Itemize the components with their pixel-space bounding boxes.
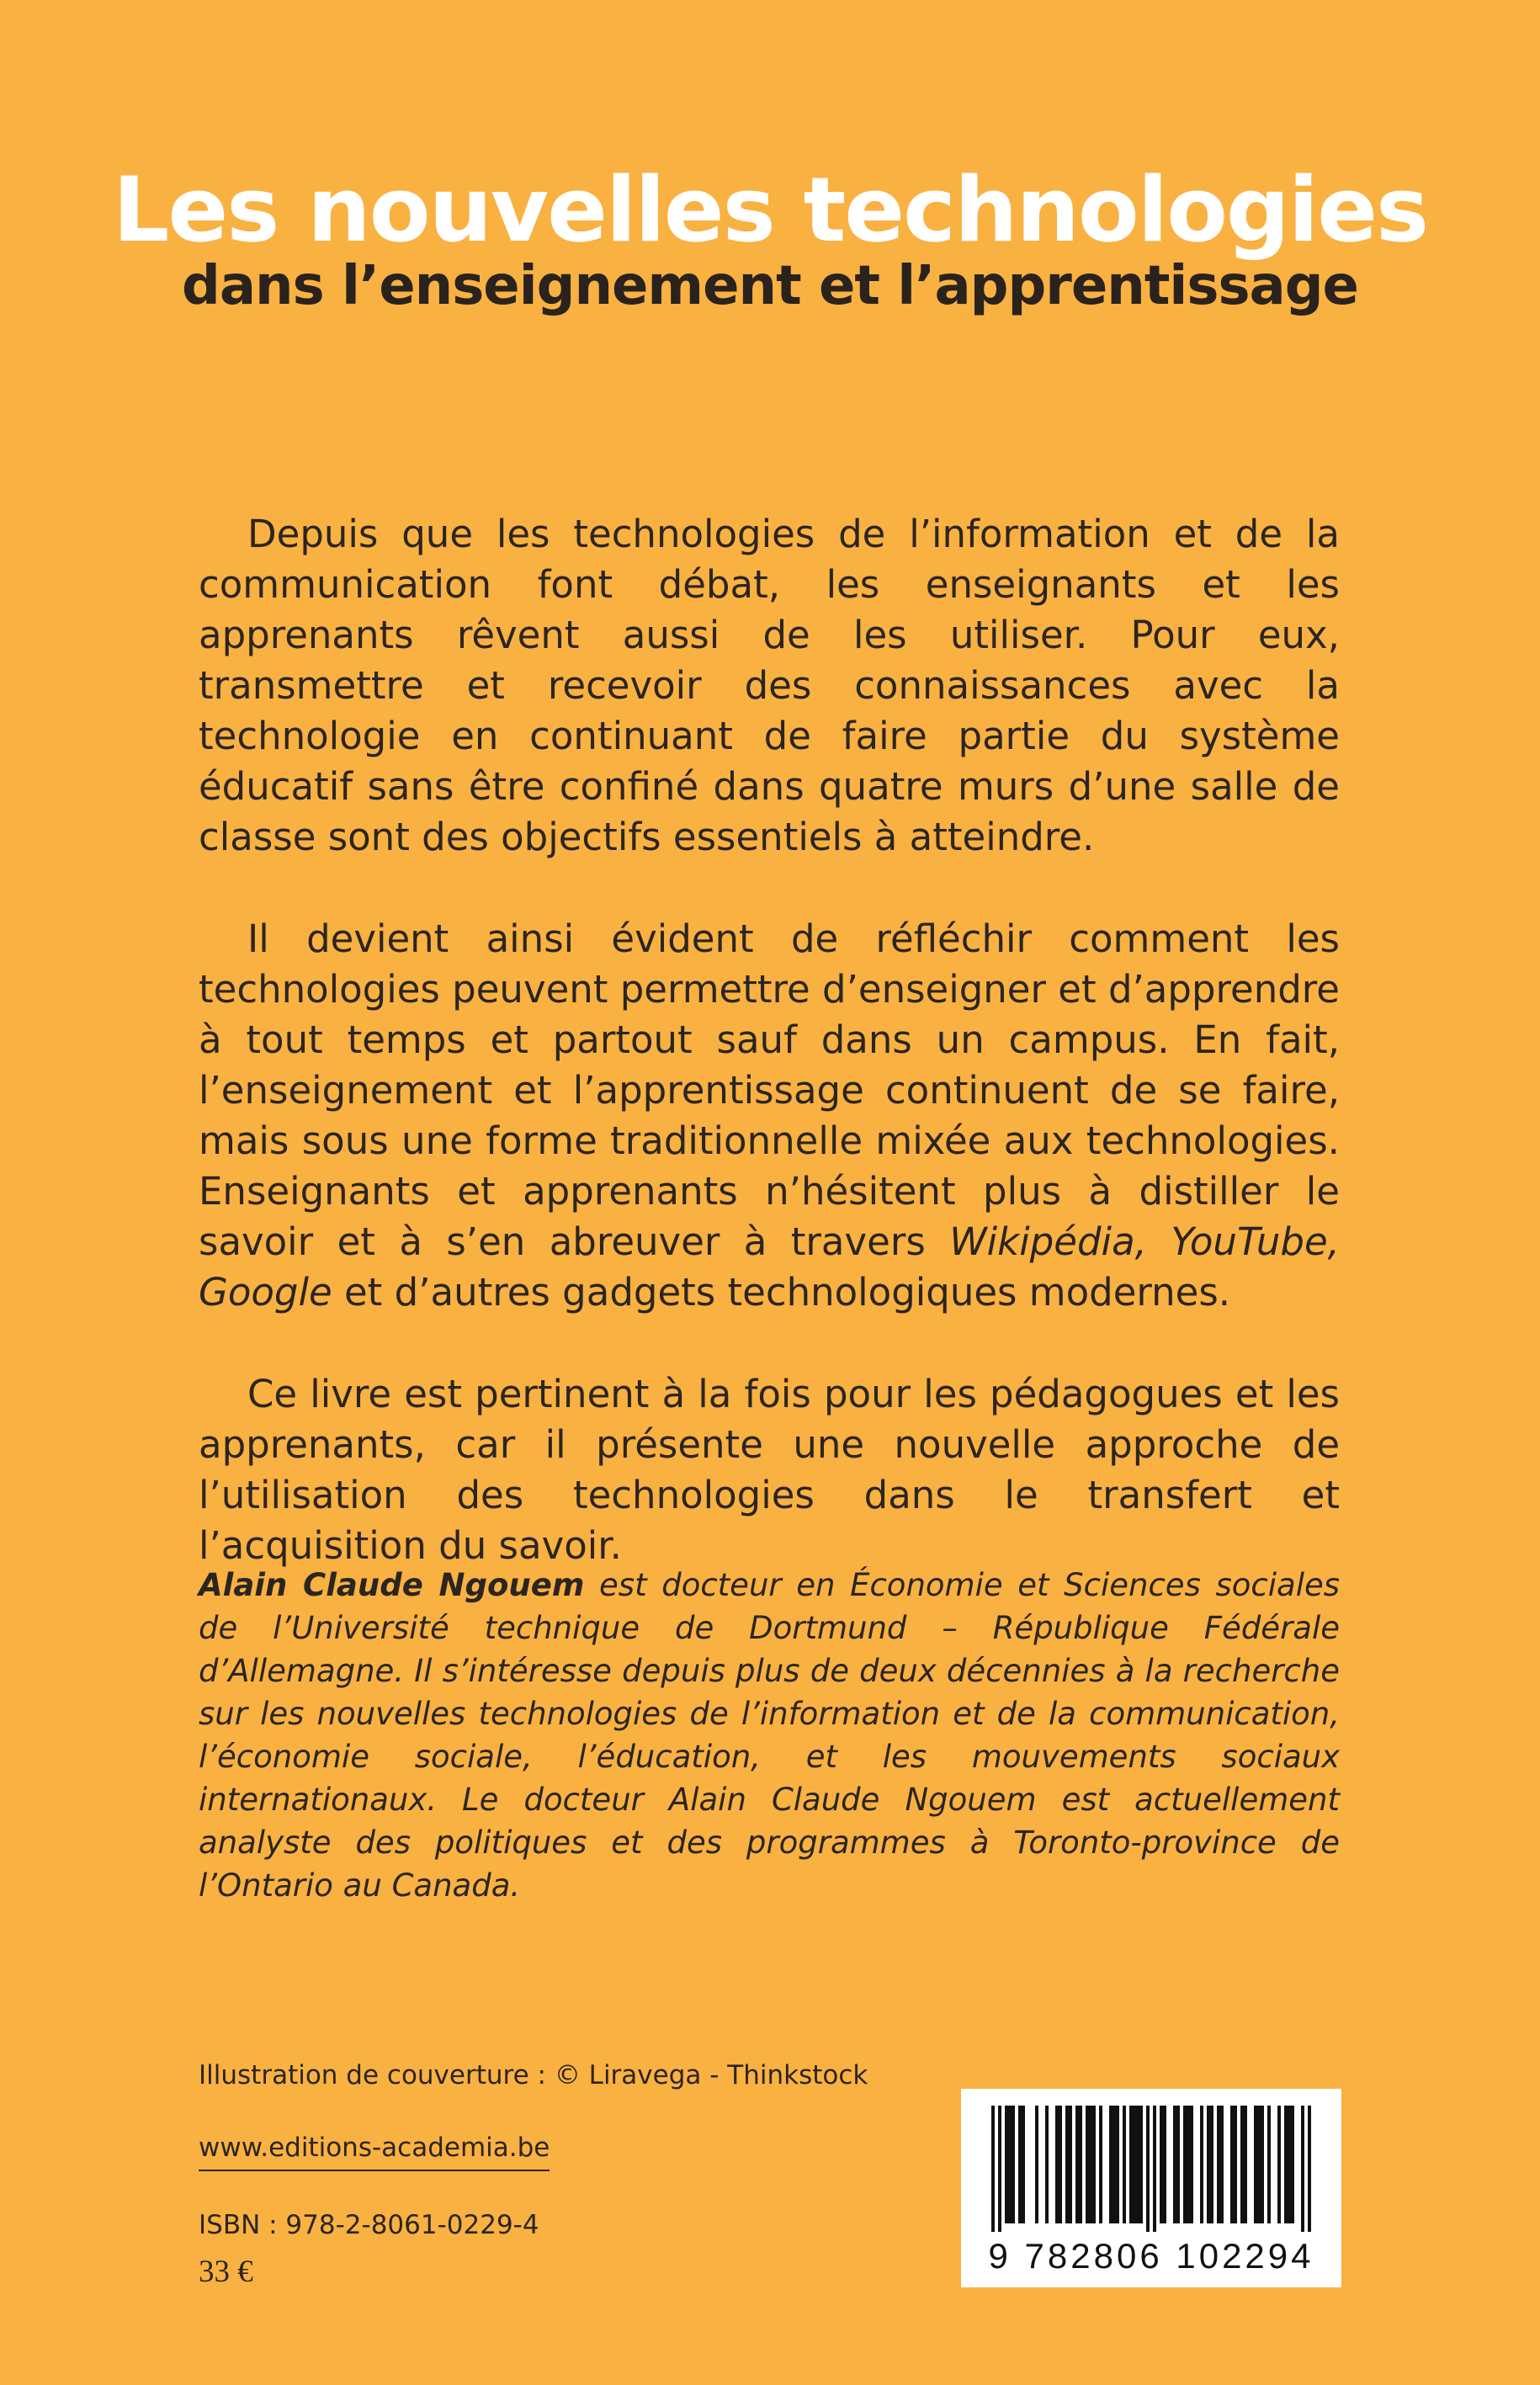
barcode-digits: 9 782806 102294	[988, 2236, 1314, 2276]
author-name: Alain Claude Ngouem	[199, 1567, 585, 1603]
barcode-bar	[1190, 2106, 1193, 2223]
barcode-bar	[1069, 2106, 1072, 2223]
summary-paragraph-1: Depuis que les technologies de l’information et de la communication font débat, les enseignants et les apprenants rêvent aussi de les utiliser. Pour eux, transmettre et recevoir des connaissances avec la technologie en continuant de faire partie du système éducatif sans être confiné dans quatre murs d’une salle de classe sont des objectifs essentiels à atteindre.	[199, 512, 1340, 859]
barcode-bar	[1234, 2106, 1237, 2223]
barcode	[961, 2089, 1341, 2287]
publisher-website-link[interactable]: www.editions-academia.be	[199, 2131, 550, 2171]
barcode-bar	[991, 2106, 995, 2232]
summary-paragraph-2-start: Il devient ainsi évident de réfléchir comment les technologies peuvent permettre d’enseigner et d’apprendre à tout temps et partout sauf dans un campus. En fait, l’enseignement et l’apprentissage continuent de se faire, mais sous une forme traditionnelle mixée aux technologies. Enseignants et apprenants n’hésitent plus à distiller le savoir et à s’en abreuver à travers	[199, 916, 1340, 1264]
barcode-bar	[1133, 2106, 1136, 2223]
barcode-bar	[1055, 2106, 1059, 2223]
summary-paragraph-3: Ce livre est pertinent à la fois pour les pédagogues et les apprenants, car il présente une nouvelle approche de l’utilisation des technologies dans le transfert et l’acquisition du savoir.	[199, 1372, 1340, 1568]
barcode-bar	[1284, 2106, 1288, 2223]
barcode-bar	[1035, 2106, 1038, 2223]
barcode-bar	[1220, 2106, 1224, 2223]
isbn: ISBN : 978-2-8061-0229-4	[199, 2210, 539, 2240]
illustration-credit: Illustration de couverture : © Liravega - Thinkstock	[199, 2060, 868, 2090]
barcode-bar	[1217, 2106, 1220, 2223]
barcode-bar	[1045, 2106, 1049, 2223]
barcode-bar	[1136, 2106, 1139, 2223]
barcode-bar	[1210, 2106, 1213, 2223]
barcode-bar	[1301, 2106, 1304, 2232]
barcode-bar	[1240, 2106, 1244, 2223]
barcode-bar	[1139, 2106, 1143, 2223]
summary-paragraph-2-end: et d’autres gadgets technologiques modernes.	[332, 1270, 1231, 1315]
summary-text	[199, 509, 1340, 1623]
barcode-bar	[1254, 2106, 1257, 2223]
barcode-bar	[1244, 2106, 1247, 2223]
barcode-bar	[1099, 2106, 1102, 2223]
author-bio	[199, 1564, 1340, 1907]
barcode-bar	[1086, 2106, 1089, 2223]
barcode-bar	[1005, 2106, 1008, 2223]
barcode-bar	[1173, 2106, 1176, 2223]
barcode-bars	[981, 2106, 1321, 2232]
author-bio-text: est docteur en Économie et Sciences sociales de l’Université technique de Dortmund – République Fédérale d’Allemagne. Il s’intéresse depuis plus de deux décennies à la recherche sur les nouvelles technologies de l’information et de la communication, l’économie sociale, l’éducation, et les mouvements sociaux internationaux. Le docteur Alain Claude Ngouem est actuellement analyste des politiques et des programmes à Toronto-province de l’Ontario au Canada.	[199, 1567, 1341, 1904]
barcode-bar	[1291, 2106, 1294, 2223]
barcode-bar	[1261, 2106, 1264, 2223]
barcode-bar	[1153, 2106, 1156, 2232]
barcode-bar	[1230, 2106, 1234, 2223]
barcode-bar	[1018, 2106, 1022, 2223]
barcode-bar	[1183, 2106, 1187, 2223]
barcode-bar	[1160, 2106, 1163, 2223]
summary-paragraph-2	[199, 914, 1340, 1318]
barcode-bar	[1089, 2106, 1092, 2223]
barcode-bar	[1065, 2106, 1069, 2223]
book-title: Les nouvelles technologies	[112, 158, 1428, 262]
barcode-bar	[1113, 2106, 1116, 2223]
barcode-bar	[1277, 2106, 1281, 2223]
barcode-bar	[1012, 2106, 1015, 2223]
barcode-bar	[1123, 2106, 1126, 2223]
barcode-bar	[1200, 2106, 1203, 2223]
barcode-bar	[1109, 2106, 1113, 2223]
barcode-bar	[1308, 2106, 1311, 2232]
barcode-bar	[1075, 2106, 1079, 2223]
barcode-bar	[1079, 2106, 1082, 2223]
barcode-bar	[1288, 2106, 1291, 2223]
barcode-bar	[998, 2106, 1001, 2232]
barcode-bar	[1207, 2106, 1210, 2223]
barcode-bar	[1257, 2106, 1261, 2223]
barcode-bar	[1187, 2106, 1190, 2223]
barcode-bar	[1008, 2106, 1012, 2223]
barcode-bar	[1163, 2106, 1166, 2223]
barcode-bar	[1176, 2106, 1180, 2223]
barcode-bar	[1129, 2106, 1133, 2223]
barcode-bar	[1092, 2106, 1096, 2223]
barcode-bar	[1267, 2106, 1271, 2223]
barcode-bar	[1146, 2106, 1150, 2232]
price: 33 €	[199, 2255, 253, 2289]
barcode-bar	[1022, 2106, 1025, 2223]
book-subtitle: dans l’enseignement et l’apprentissage	[182, 255, 1358, 317]
barcode-bar	[1059, 2106, 1062, 2223]
barcode-bar	[1116, 2106, 1119, 2223]
summary-paragraph-2-italic: Wikipédia, YouTube, Google	[199, 1219, 1340, 1315]
